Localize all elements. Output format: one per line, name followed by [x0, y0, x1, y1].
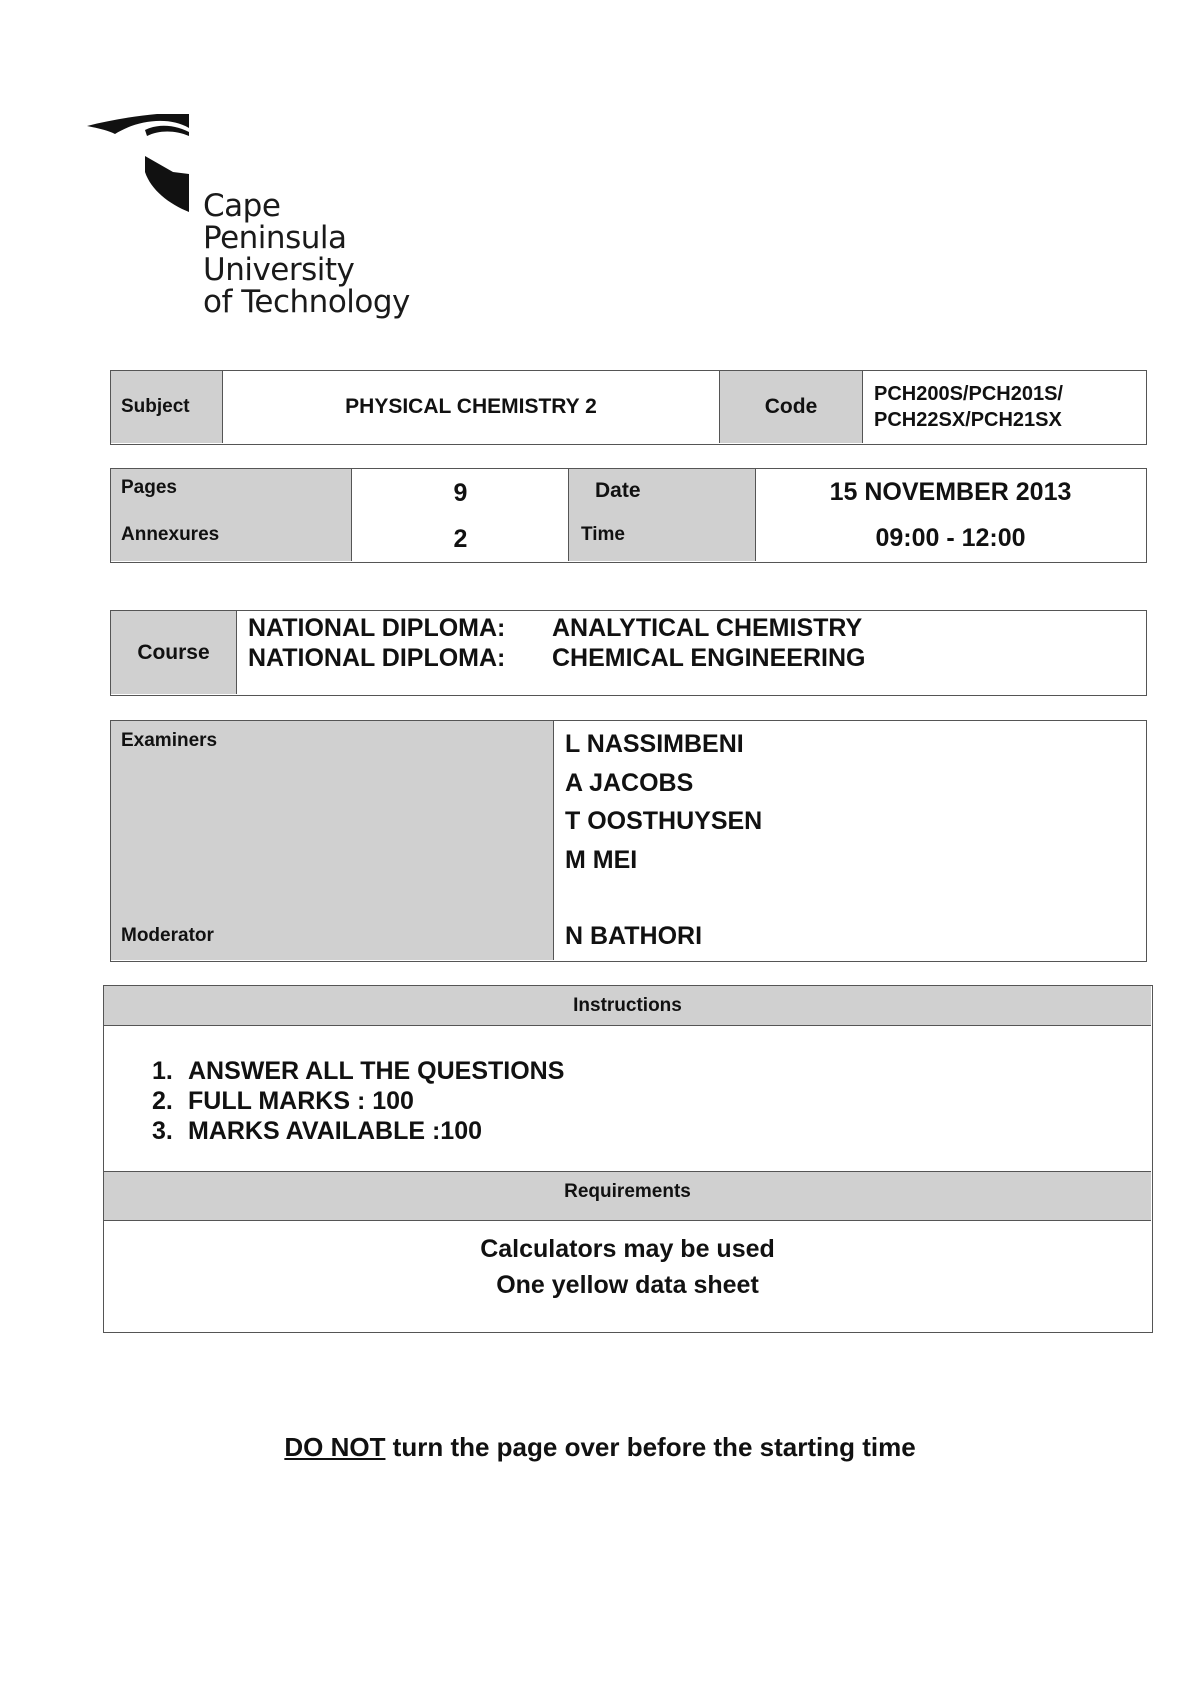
pages-value: 9 — [453, 479, 468, 507]
instruction-text: ANSWER ALL THE QUESTIONS — [188, 1057, 565, 1085]
examiners-value-cell — [554, 721, 1145, 960]
course-line-1-prefix: NATIONAL DIPLOMA: — [248, 614, 506, 642]
instructions-list — [152, 1056, 564, 1146]
logo-line-4: of Technology — [203, 284, 410, 320]
code-value-cell — [863, 371, 1145, 443]
university-logo — [85, 112, 415, 327]
pages-date-table — [110, 468, 1147, 563]
footer-text: turn the page over before the starting time — [385, 1432, 916, 1462]
course-table — [110, 610, 1147, 696]
annexures-value: 2 — [453, 525, 468, 553]
examiners-label: Examiners — [121, 730, 218, 751]
instruction-item — [152, 1056, 564, 1086]
time-label: Time — [581, 524, 626, 545]
examiners-table — [110, 720, 1147, 962]
examiner-name-2: A JACOBS — [565, 769, 694, 797]
examiner-name-4: M MEI — [565, 846, 638, 874]
course-line-2 — [248, 644, 865, 673]
instruction-item — [152, 1116, 564, 1146]
requirement-line-2: One yellow data sheet — [496, 1271, 759, 1299]
code-label-cell — [720, 371, 863, 443]
logo-line-1: Cape — [203, 188, 281, 224]
course-line-2-prefix: NATIONAL DIPLOMA: — [248, 644, 506, 672]
instructions-table — [103, 985, 1153, 1333]
course-value-cell — [237, 611, 1145, 694]
pages-value-cell — [352, 469, 569, 561]
subject-value: PHYSICAL CHEMISTRY 2 — [345, 395, 597, 418]
university-logo-mark — [85, 112, 195, 222]
course-line-2-name: CHEMICAL ENGINEERING — [552, 644, 866, 672]
subject-label: Subject — [121, 396, 190, 417]
code-value-line-2: PCH22SX/PCH21SX — [874, 409, 1062, 431]
date-value-cell — [756, 469, 1145, 561]
examiner-name-1: L NASSIMBENI — [565, 730, 744, 758]
instructions-header — [104, 986, 1151, 1026]
pages-label: Pages — [121, 477, 177, 498]
logo-line-2: Peninsula — [203, 220, 347, 256]
course-label-cell — [111, 611, 237, 694]
examiners-label-cell — [111, 721, 554, 960]
logo-line-3: University — [203, 252, 355, 288]
requirement-line-1: Calculators may be used — [480, 1235, 775, 1263]
pages-label-cell — [111, 469, 352, 561]
instruction-number: 3. — [152, 1117, 173, 1145]
instruction-number: 2. — [152, 1087, 173, 1115]
instruction-text: FULL MARKS : 100 — [188, 1087, 414, 1115]
requirements-body — [104, 1231, 1151, 1326]
subject-value-cell — [223, 371, 720, 443]
date-value: 15 NOVEMBER 2013 — [829, 478, 1072, 506]
moderator-label: Moderator — [121, 925, 214, 946]
instructions-header-label: Instructions — [573, 994, 682, 1016]
requirements-header — [104, 1171, 1151, 1221]
footer-emphasis: DO NOT — [284, 1432, 386, 1462]
moderator-name: N BATHORI — [565, 922, 703, 950]
footer-warning — [0, 1432, 1200, 1463]
date-label-cell — [569, 469, 756, 561]
subject-table — [110, 370, 1147, 445]
code-label: Code — [764, 395, 818, 418]
annexures-label: Annexures — [121, 524, 220, 545]
time-value: 09:00 - 12:00 — [875, 524, 1026, 552]
subject-label-cell — [111, 371, 223, 443]
instruction-item — [152, 1086, 564, 1116]
code-value-line-1: PCH200S/PCH201S/ — [874, 383, 1063, 405]
course-line-1 — [248, 614, 862, 643]
requirements-header-label: Requirements — [564, 1181, 691, 1202]
instruction-number: 1. — [152, 1057, 173, 1085]
course-line-1-name: ANALYTICAL CHEMISTRY — [552, 614, 863, 642]
date-label: Date — [595, 479, 641, 502]
course-label: Course — [137, 640, 210, 664]
examiner-name-3: T OOSTHUYSEN — [565, 807, 763, 835]
instruction-text: MARKS AVAILABLE :100 — [188, 1117, 483, 1145]
